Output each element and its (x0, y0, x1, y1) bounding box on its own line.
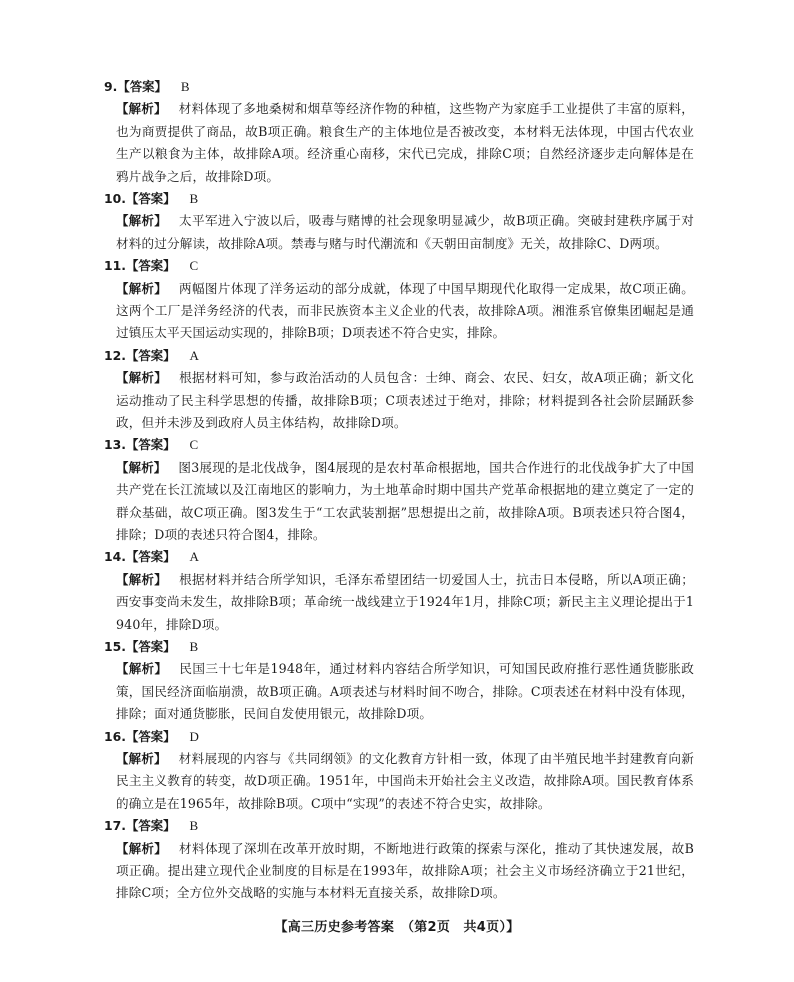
analysis-label: 【解析】 (116, 661, 168, 677)
question-number: 16. (104, 728, 126, 744)
answer-line (104, 255, 694, 277)
analysis-label: 【解析】 (116, 459, 167, 475)
analysis-label: 【解析】 (116, 101, 167, 117)
analysis-label: 【解析】 (116, 213, 168, 229)
analysis-paragraph (104, 457, 694, 547)
analysis-paragraph (104, 838, 694, 905)
analysis-label: 【解析】 (116, 370, 168, 386)
analysis-paragraph (104, 367, 694, 434)
answer-label: 【答案】 (125, 347, 176, 363)
question-block (104, 815, 694, 905)
question-number: 9. (104, 79, 118, 94)
answer-label: 【答案】 (125, 639, 176, 655)
answer-label: 【答案】 (125, 549, 176, 565)
answer-choice: C (189, 258, 199, 274)
answer-choice: B (180, 79, 190, 94)
analysis-label: 【解析】 (116, 280, 168, 296)
question-number: 11. (104, 258, 126, 274)
question-block (104, 345, 694, 435)
analysis-label: 【解析】 (116, 571, 168, 587)
answer-line (104, 434, 694, 456)
answer-line (104, 345, 694, 367)
question-block (104, 726, 694, 816)
analysis-text: 根据材料并结合所学知识，毛泽东希望团结一切爱国人士，抗击日本侵略，所以A项正确；西安事变尚未发生，故排除B项；革命统一战线建立于1924年1月，排除C项；新民主主义理论提出于1940年，排除D项。 (116, 571, 694, 632)
analysis-paragraph (104, 98, 694, 188)
question-number: 15. (104, 639, 126, 655)
question-number: 13. (104, 437, 126, 453)
analysis-text: 材料体现了多地桑树和烟草等经济作物的种植，这些物产为家庭手工业提供了丰富的原料，也为商贾提供了商品，故B项正确。粮食生产的主体地位是否被改变，本材料无法体现，中国古代农业生产以粮食为主体，故排除A项。经济重心南移，宋代已完成，排除C项；自然经济逐步走向解体是在鸦片战争之后，故排除D项。 (116, 101, 694, 184)
answer-choice: A (189, 347, 199, 363)
analysis-paragraph (104, 569, 694, 636)
analysis-text: 图3展现的是北伐战争，图4展现的是农村革命根据地，国共合作进行的北伐战争扩大了中国共产党在长江流域以及江南地区的影响力，为土地革命时期中国共产党革命根据地的建立奠定了一定的群众基础，故C项正确。图3发生于“工农武装割据”思想提出之前，故排除A项。B项表述只符合图4，排除；D项的表述只符合图4，排除。 (116, 459, 694, 543)
answer-line (104, 636, 694, 658)
answer-choice: B (189, 191, 199, 207)
question-block (104, 546, 694, 636)
question-block (104, 188, 694, 255)
answer-label: 【答案】 (125, 437, 176, 453)
analysis-label: 【解析】 (116, 840, 168, 856)
analysis-text: 材料展现的内容与《共同纲领》的文化教育方针相一致，体现了由半殖民地半封建教育向新民主主义教育的转变，故D项正确。1951年，中国尚未开始社会主义改造，故排除A项。国民教育体系的确立是在1965年，故排除B项。C项中“实现”的表述不符合史实，故排除。 (116, 751, 694, 811)
analysis-text: 太平军进入宁波以后，吸毒与赌博的社会现象明显减少，故B项正确。突破封建秩序属于对材料的过分解读，故排除A项。禁毒与赌与时代潮流和《天朝田亩制度》无关，故排除C、D两项。 (116, 213, 694, 251)
answer-line (104, 188, 694, 210)
question-number: 17. (104, 818, 126, 834)
question-block (104, 434, 694, 546)
answer-label: 【答案】 (125, 258, 176, 274)
analysis-label: 【解析】 (116, 751, 167, 767)
analysis-paragraph (104, 210, 694, 255)
analysis-paragraph (104, 748, 694, 815)
analysis-text: 材料体现了深圳在改革开放时期，不断地进行政策的探索与深化，推动了其快速发展，故B项正确。提出建立现代企业制度的目标是在1993年，故排除A项；社会主义市场经济确立于21世纪，排除C项；全方位外交战略的实施与本材料无直接关系，故排除D项。 (116, 840, 694, 901)
answer-line (104, 815, 694, 837)
answer-choice: B (189, 639, 199, 655)
question-block (104, 76, 694, 188)
answer-label: 【答案】 (125, 191, 176, 207)
question-block (104, 636, 694, 726)
page-footer: 【高三历史参考答案 （第2页 共4页）】 (274, 920, 520, 935)
question-number: 14. (104, 549, 126, 565)
analysis-paragraph (104, 278, 694, 345)
answer-label: 【答案】 (125, 728, 176, 744)
answer-choice: D (189, 728, 199, 744)
answer-label: 【答案】 (117, 79, 167, 94)
analysis-text: 两幅图片体现了洋务运动的部分成就，体现了中国早期现代化取得一定成果，故C项正确。这两个工厂是洋务经济的代表，而非民族资本主义企业的代表，故排除A项。湘淮系官僚集团崛起是通过镇压太平天国运动实现的，排除B项；D项表述不符合史实，排除。 (116, 280, 694, 341)
answer-choice: C (189, 437, 199, 453)
question-number: 12. (104, 347, 126, 363)
answer-label: 【答案】 (125, 818, 176, 834)
answer-choice: A (189, 549, 199, 565)
question-block (104, 255, 694, 345)
analysis-text: 民国三十七年是1948年，通过材料内容结合所学知识，可知国民政府推行恶性通货膨胀政策，国民经济面临崩溃，故B项正确。A项表述与材料时间不吻合，排除。C项表述在材料中没有体现，排除；面对通货膨胀，民间自发使用银元，故排除D项。 (116, 661, 695, 722)
answer-list (104, 76, 694, 905)
answer-line (104, 76, 694, 98)
analysis-text: 根据材料可知，参与政治活动的人员包含：士绅、商会、农民、妇女，故A项正确；新文化运动推动了民主科学思想的传播，故排除B项；C项表述过于绝对，排除；材料提到各社会阶层踊跃参政，但并未涉及到政府人员主体结构，故排除D项。 (116, 370, 694, 431)
question-number: 10. (104, 191, 126, 207)
analysis-paragraph (104, 658, 694, 725)
answer-line (104, 546, 694, 568)
answer-choice: B (189, 818, 199, 834)
answer-line (104, 726, 694, 748)
